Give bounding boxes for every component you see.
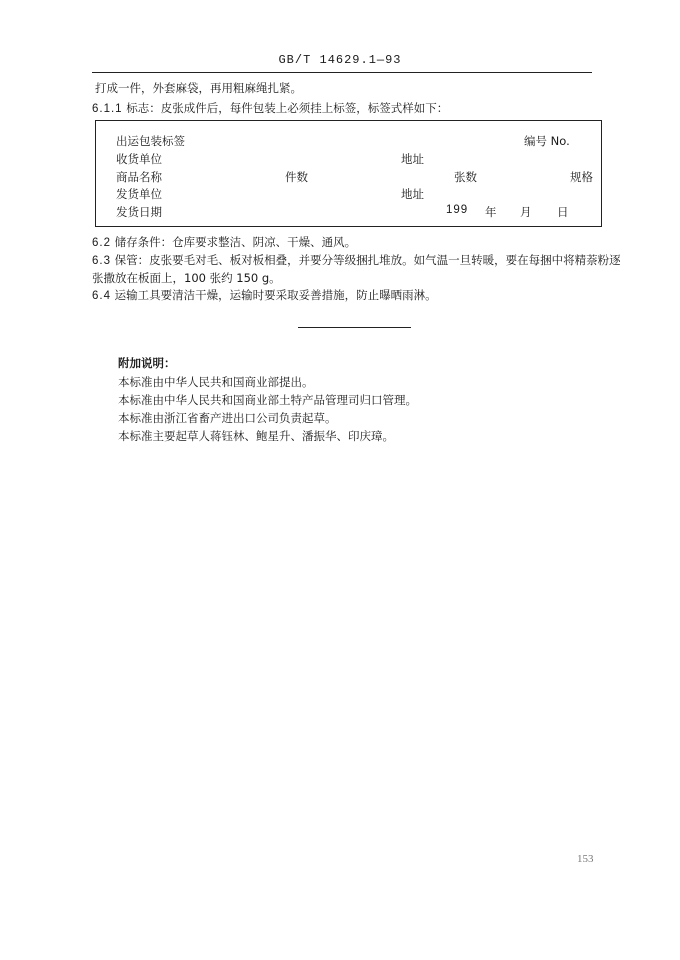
section-6-4 — [92, 287, 437, 303]
label-year: 年 — [485, 205, 497, 219]
page-number: 153 — [577, 853, 594, 865]
section-6-3-line-2: 张撒放在板面上，100 张约 150 g。 — [92, 271, 281, 285]
section-number: 6.3 — [92, 255, 111, 267]
section-text: 标志：皮张成件后，每件包装上必须挂上标签，标签式样如下： — [126, 101, 449, 115]
section-divider — [298, 327, 411, 328]
notes-heading: 附加说明： — [118, 356, 176, 370]
label-sheets: 张数 — [454, 170, 477, 184]
label-product-name: 商品名称 — [116, 170, 162, 184]
label-title: 出运包装标签 — [116, 134, 185, 148]
notes-line: 本标准由中华人民共和国商业部提出。 — [118, 375, 314, 389]
section-6-2 — [92, 234, 356, 250]
label-ship-date: 发货日期 — [116, 205, 162, 219]
notes-line: 本标准主要起草人蒋钰林、鲍星升、潘振华、印庆璋。 — [118, 429, 394, 443]
label-year-prefix: 199 — [446, 204, 469, 216]
section-text-line-1: 保管：皮张要毛对毛、板对板相叠，并要分等级捆扎堆放。如气温一旦转暖，要在每捆中将精萘粉逐 — [114, 253, 621, 267]
notes-line: 本标准由浙江省畜产进出口公司负责起草。 — [118, 411, 337, 425]
label-specification: 规格 — [570, 170, 593, 184]
label-serial-number: 编号 No. — [524, 134, 570, 148]
shipping-label-sample — [95, 120, 602, 227]
section-number: 6.4 — [92, 290, 111, 302]
label-pieces: 件数 — [285, 170, 308, 184]
section-text: 储存条件：仓库要求整洁、阴凉、干燥、通风。 — [114, 235, 357, 249]
section-6-1-1 — [92, 100, 448, 116]
label-day: 日 — [557, 205, 569, 219]
label-receiver-address: 地址 — [401, 152, 424, 166]
section-number: 6.1.1 — [92, 103, 123, 115]
continued-paragraph: 打成一件，外套麻袋，再用粗麻绳扎紧。 — [95, 81, 302, 95]
notes-line: 本标准由中华人民共和国商业部土特产品管理司归口管理。 — [118, 393, 417, 407]
label-sender: 发货单位 — [116, 187, 162, 201]
section-text: 运输工具要清洁干燥，运输时要采取妥善措施，防止曝晒雨淋。 — [114, 288, 437, 302]
section-number: 6.2 — [92, 237, 111, 249]
label-month: 月 — [520, 205, 532, 219]
header-rule — [92, 72, 592, 73]
standard-code-header: GB/T 14629.1—93 — [278, 53, 402, 67]
section-6-3 — [92, 252, 621, 268]
label-sender-address: 地址 — [401, 187, 424, 201]
label-receiver: 收货单位 — [116, 152, 162, 166]
